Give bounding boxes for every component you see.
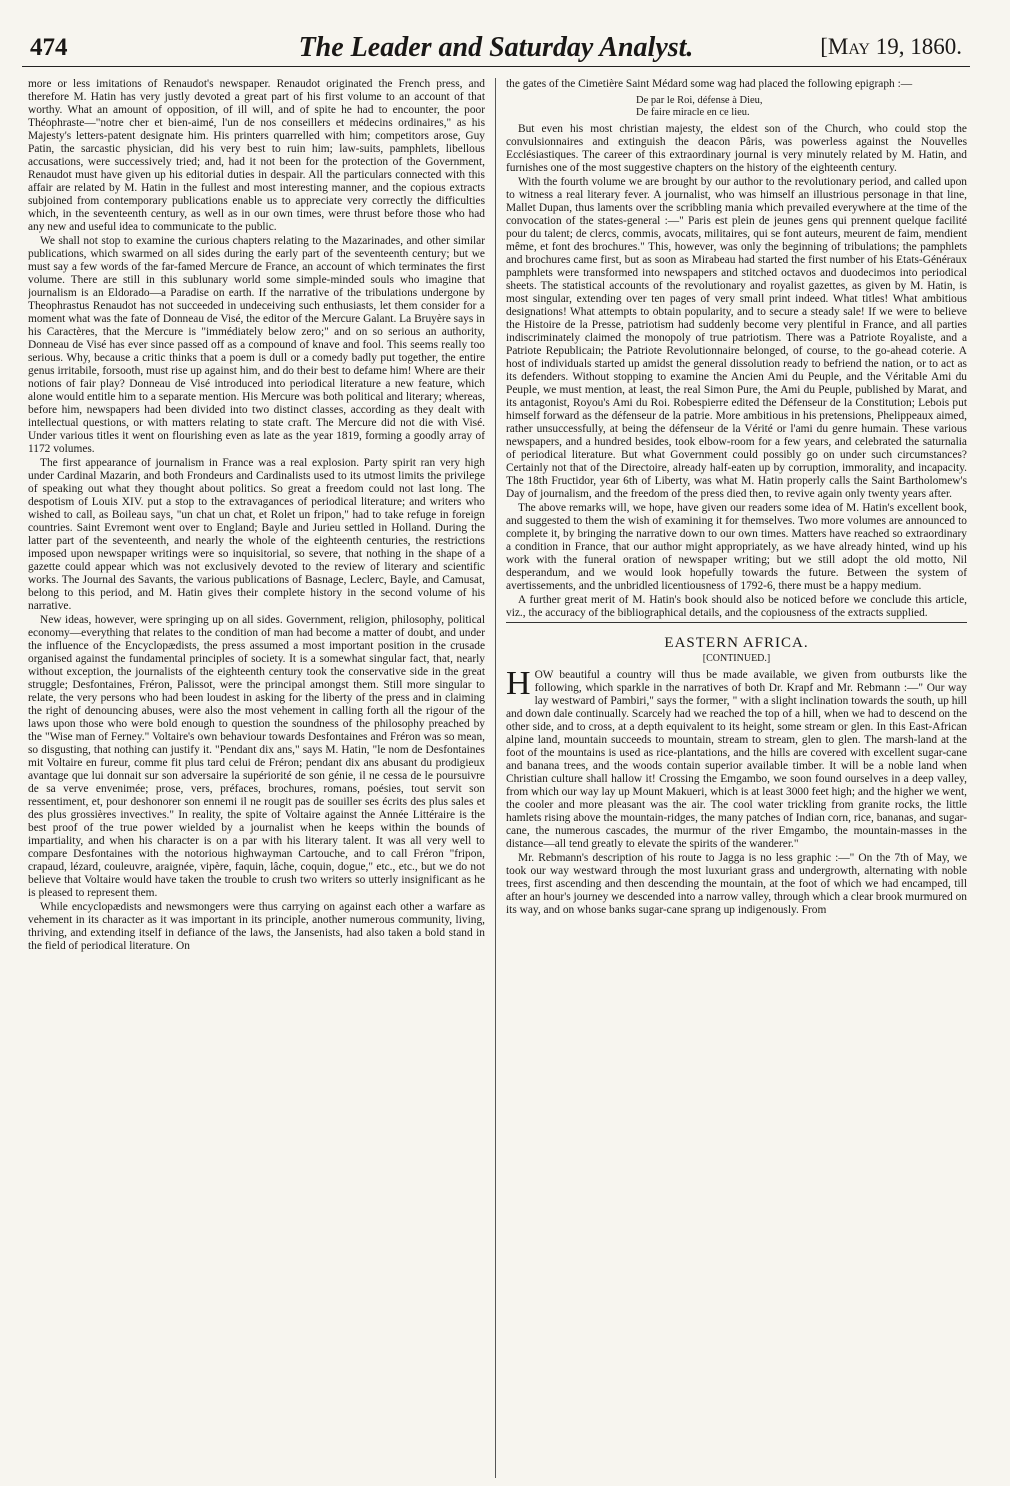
paragraph: New ideas, however, were springing up on all sides. Government, religion, philosophy, political economy—everything that relates to the condition of man had become a matter of doubt, and under the influence of the Encyclopædists, the press assumed a most important position in the crusade organised against the fundamental principles of society. It is a somewhat singular fact, that, nearly without exception, the journalists of the eighteenth century took the conservative side in the great struggle; Desfontaines, Fréron, Palissot, were the principal amongst them. Still more singular to relate, the very persons who had been loudest in asking for the liberty of the press and in claiming the right of denouncing abuses, were also the most vehement in calling forth all the rigour of the laws upon those who were bold enough to question the soundness of the philosophy preached by the "Wise man of Ferney." Voltaire's own behaviour towards Desfontaines and Fréron was so mean, so disgusting, that nothing can justify it. "Pendant dix ans," says M. Hatin, "le nom de Desfontaines mit Voltaire en fureur, comme fit plus tard celui de Fréron; pendant dix ans abusant du prodigieux avantage que lui donnait sur son adversaire la supériorité de son génie, il ne cessa de le poursuivre de sa verve envenimée; prose, vers, préfaces, brochures, romans, poésies, tout servit son ressentiment, et, pour deshonorer son ennemi il ne rougit pas de souiller ses écrits des plus sales et des plus grossières invectives." In reality, the spite of Voltaire against the Année Littéraire is the best proof of the true power wielded by a journalist when he keeps within the bounds of impartiality, and when his character is on a par with his literary talent. It was all very well to compare Desfontaines with the notorious highwayman Cartouche, and to call Fréron "fripon, crapaud, lézard, couleuvre, araignée, vipère, faquin, lâche, coquin, dogue," etc., etc., but we do not believe that Voltaire would have taken the trouble to crush two writers so utterly insignificant as he is pleased to represent them.	[28, 614, 485, 899]
section-title: EASTERN AFRICA.	[664, 635, 809, 651]
paragraph: The above remarks will, we hope, have given our readers some idea of M. Hatin's excellent book, and suggested to them the wish of examining it for themselves. Two more volumes are announced to complete it, by bringing the narrative down to our own times. Matters have reached so extraordinary a condition in France, that our author might appropriately, as we have already hinted, wind up his work with the funeral oration of newspaper writing; but we still adopt the old motto, Nil desperandum, and we would look hopefully towards the future. Between the system of avertissements, and the unbridled licentiousness of 1792-6, there must be a happy medium.	[506, 502, 967, 592]
section-subtitle: [CONTINUED.]	[702, 653, 771, 664]
paragraph: With the fourth volume we are brought by our author to the revolutionary period, and called upon to witness a real literary fever. A journalist, who was himself an illustrious personage in that line, Mallet Dupan, thus laments over the scribbling mania which prevailed everywhere at the time of the convocation of the states-general :—" Paris est plein de jeunes gens qui prennent quelque facilité pour du talent; de clercs, commis, avocats, militaires, qui se font auteurs, meurent de faim, mendient même, et font des brochures." This, however, was only the beginning of tribulations; the pamphlets and brochures came first, but as soon as Mirabeau had started the first number of his Etats-Généraux pamphlets were transformed into newspapers and stitched octavos and duodecimos into periodical sheets. The statistical accounts of the revolutionary and royalist gazettes, as given by M. Hatin, is most singular, extending over ten pages of very small print indeed. What titles! What ambitious designations! What attempts to obtain popularity, and to secure a steady sale! If we were to believe the Histoire de la Presse, patriotism had suddenly become very plentiful in France, and all parties indiscriminately claimed the monopoly of true patriotism. There was a Patriote Royaliste, and a Patriote Republicain; the Patriote Revolutionnaire belonged, of course, to the go-ahead coterie. A host of individuals started up amidst the general dissolution ready to befriend the nation, or to act as its defenders. Without stopping to examine the Ancien Ami du Peuple, and the Véritable Ami du Peuple, we must mention, at least, the real Simon Pure, the Ami du Peuple, published by Marat, and its antagonist, Royou's Ami du Roi. Robespierre edited the Défenseur de la Constitution; Lebois put himself forward as the défenseur de la patrie. More ambitious in his pretensions, Phelippeaux aimed, rather unsuccessfully, at being the défenseur de la Vérité or l'ami du genre humain. These various newspapers, and a hundred besides, took elbow-room for a few years, and celebrated the saturnalia of periodical literature. But what Government could possibly go on under such circumstances? Certainly not that of the Directoire, already half-eaten up by corruption, immorality, and incapacity. The 18th Fructidor, year 6th of Liberty, was what M. Hatin properly calls the Saint Bartholomew's Day of journalism, and the freedom of the press died then, to revive again only twenty years after.	[506, 176, 967, 500]
left-column	[28, 78, 485, 1478]
page-header	[22, 30, 970, 67]
paragraph: While encyclopædists and newsmongers were thus carrying on against each other a warfare as vehement in its character as it was important in its principle, another numerous community, living, thriving, and extending itself in defiance of the laws, the Jansenists, had also taken a bold stand in the field of periodical literature. On	[28, 901, 485, 952]
paragraph: We shall not stop to examine the curious chapters relating to the Mazarinades, and other similar publications, which swarmed on all sides during the early part of the seventeenth century; but we must say a few words of the far-famed Mercure de France, an account of which terminates the first volume. There are still in this sublunary world some simple-minded souls who imagine that journalism is an Eldorado—a Paradise on earth. If the narrative of the tribulations undergone by Theophrastus Renaudot has not succeeded in undeceiving such enthusiasts, let them consider for a moment what was the fate of Donneau de Visé, the editor of the Mercure Galant. La Bruyère says in his Caractères, that the Mercure is "immédiately below zero;" and on so serious an authority, Donneau de Visé has ever since passed off as a compound of knave and fool. This seems really too serious. Why, because a critic thinks that a poem is dull or a comedy badly put together, the entire genus irritabile, forsooth, must rise up against him, and do their best to defame him! Where are their notions of fair play? Donneau de Visé introduced into periodical literature a new feature, which alone would entitle him to a separate mention. His Mercure was both political and literary; whereas, before him, newspapers had been divided into two distinct classes, according as they dealt with intellectual questions, or with matters relating to state craft. The Mercure did not die with Visé. Under various titles it went on flourishing even as late as the year 1819, forming a goodly array of 1172 volumes.	[28, 235, 485, 455]
column-divider	[495, 78, 496, 1478]
paragraph: Mr. Rebmann's description of his route to Jagga is no less graphic :—" On the 7th of May, we took our way westward through the most luxuriant grass and undergrowth, alternating with noble trees, first ascending and then descending the mountain, at the foot of which we had encamped, till after an hour's journey we descended into a narrow valley, through which a clear brook murmured on its way, and on whose banks sugar-cane sprang up indigenously. From	[506, 852, 967, 916]
issue-date: [May 19, 1860.	[820, 34, 962, 59]
right-column	[506, 78, 967, 1478]
publication-title: The Leader and Saturday Analyst.	[298, 32, 694, 63]
epigraph-line: De par le Roi, défense à Dieu,	[636, 95, 763, 106]
paragraph	[506, 665, 967, 851]
paragraph-text: OW beautiful a country will thus be made available, we given from outbursts like the following, which sparkle in the narratives of both Dr. Krapf and Mr. Rebmann :—" Our way lay westward of Pambiri," says the former, " with a slight inclination towards the south, up hill and down dale continually. Scarcely had we reached the top of a hill, when we had to descend on the other side, and to cross, at a depth equivalent to its height, some stream or glen. In this East-African alpine land, mountain succeeds to mountain, stream to stream, glen to glen. The marsh-land at the foot of the mountains is used as rice-plantations, and the hills are covered with excellent sugar-cane and banana trees, and the woods contain superior available timber. It will be a noble land when Christian culture shall hallow it! Crossing the Emgambo, we soon found ourselves in a deep valley, from which our way lay up Mount Makueri, which is at least 3000 feet high; and the higher we went, the cooler and more pleasant was the air. The cool water trickling from granite rocks, the little hamlets rising above the mountain-ridges, the many patches of Indian corn, rice, bananas, and sugar-cane, the numerous cascades, the murmur of the river Emgambo, the mountain-masses in the distance—all tend greatly to elevate the spirits of the wanderer."	[506, 669, 967, 850]
paragraph: the gates of the Cimetière Saint Médard some wag had placed the following epigraph :—	[506, 78, 913, 90]
epigraph	[636, 95, 967, 119]
paragraph: more or less imitations of Renaudot's newspaper. Renaudot originated the French press, and therefore M. Hatin has very justly devoted a great part of his first volume to an account of that worthy. What an amount of opposition, of ill will, and of spite he had to encounter, the poor Théophraste—"notre cher et bien-aimé, l'un de nos conseillers et médecins ordinaires," as his Majesty's letters-patent designate him. His printers quarrelled with him; competitors arose, Guy Patin, the sarcastic physician, did his very best to ruin him; law-suits, pamphlets, libellous accusations, were successively tried; and, had it not been for the protection of the Government, Renaudot must have given up his editorial duties in despair. All the particulars connected with this affair are related by M. Hatin in the fullest and most interesting manner, and the copious extracts subjoined from contemporary publications enable us to appreciate very correctly the difficulties which, in the seventeenth century, as well as in our own times, were thrust before those who had any new and useful idea to communicate to the public.	[28, 78, 485, 233]
drop-cap: H	[506, 665, 531, 702]
page-number: 474	[30, 34, 68, 61]
paragraph: A further great merit of M. Hatin's book should also be noticed before we conclude this article, viz., the accuracy of the bibliographical details, and the copiousness of the extracts supplied.	[506, 594, 967, 619]
section-rule	[506, 622, 967, 623]
paragraph: The first appearance of journalism in France was a real explosion. Party spirit ran very high under Cardinal Mazarin, and both Frondeurs and Cardinalists used to its utmost limits the privilege of speaking out what they thought about politics. So great a freedom could not last long. The despotism of Louis XIV. put a stop to the extravagances of periodical literature; and writers who wished to call, as Boileau says, "un chat un chat, et Rolet un fripon," had to take refuge in foreign countries. Saint Evremont went over to England; Bayle and Jurieu settled in Holland. During the latter part of the seventeenth, and nearly the whole of the eighteenth centuries, the restrictions imposed upon newspaper writings were so inquisitorial, so severe, that nothing in the shape of a gazette could appear which was not exclusively devoted to the review of literary and scientific works. The Journal des Savants, the various publications of Basnage, Leclerc, Bayle, and Camusat, belong to this period, and M. Hatin gives their complete history in the second volume of his narrative.	[28, 457, 485, 612]
paragraph: But even his most christian majesty, the eldest son of the Church, who could stop the convulsionnaires and extinguish the deacon Pâris, was powerless against the Nouvelles Ecclésiastiques. The career of this extraordinary journal is very minutely related by M. Hatin, and furnishes one of the most suggestive chapters on the history of the eighteenth century.	[506, 123, 967, 174]
epigraph-line: De faire miracle en ce lieu.	[636, 107, 750, 118]
